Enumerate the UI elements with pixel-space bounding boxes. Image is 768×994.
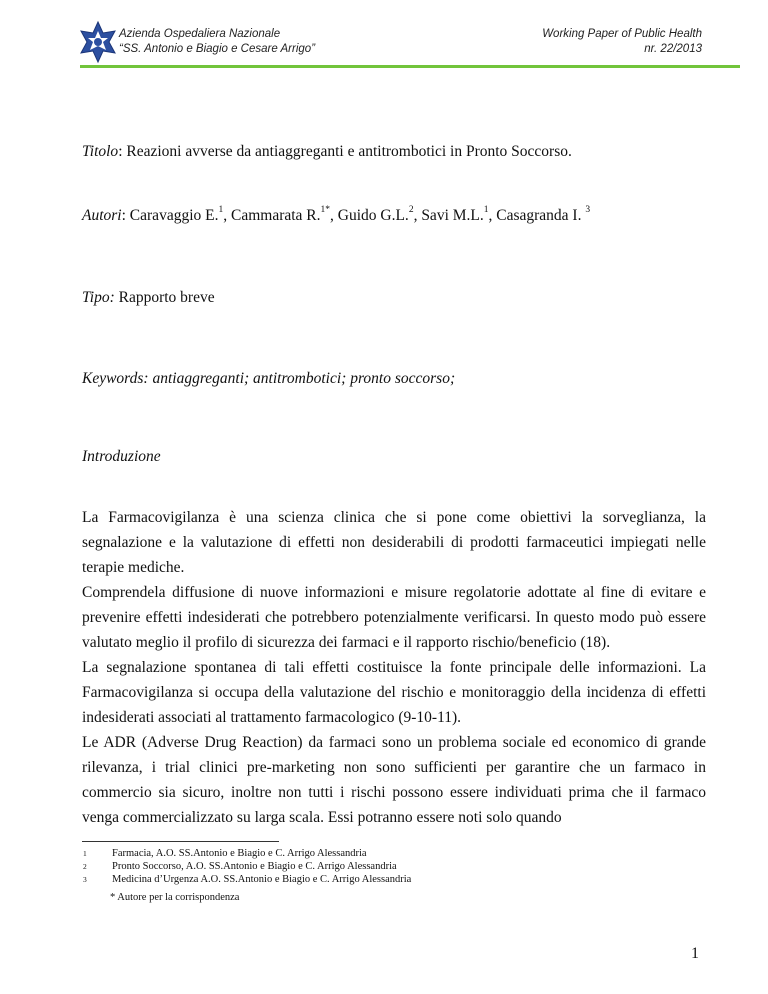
author-5: , Casagranda I. [488,207,582,224]
author-1-affiliation: 1 [218,205,224,215]
series-info [542,27,702,57]
authors-line [82,207,590,225]
correspondence-note: * Autore per la corrispondenza [110,892,240,903]
section-heading-introduzione: Introduzione [82,448,161,465]
footnote-2 [83,860,397,873]
authors-label: Autori [82,207,122,224]
footnote-1 [83,847,367,860]
footnote-divider [82,841,279,842]
author-3: , Guido G.L. [330,207,409,224]
title-text: : Reazioni avverse da antiaggreganti e antitrombotici in Pronto Soccorso. [118,143,572,160]
title-label: Titolo [82,143,119,160]
page-number: 1 [691,945,699,962]
paper-title [82,143,572,161]
footnote-text: Pronto Soccorso, A.O. SS.Antonio e Biagio e C. Arrigo Alessandria [112,861,397,872]
author-2: , Cammarata R. [223,207,321,224]
hospital-logo-icon [78,20,118,64]
organization-name [119,27,315,57]
paragraph: Le ADR (Adverse Drug Reaction) da farmaci sono un problema sociale ed economico di grande rilevanza, i trial clinici pre-marketing non sono sufficienti per garantire che un farmaco in commercio sia sicuro, inoltre non tutti i rischi possono essere individuati prima che il farmaco venga commercializzato su larga scala. Essi potranno essere noti solo quando [82,734,706,826]
author-4-affiliation: 1 [483,205,489,215]
footnote-number: 2 [83,862,87,871]
footnote-3 [83,873,412,886]
header-divider [80,65,740,68]
type-label: Tipo: [82,289,115,306]
paragraph: La Farmacovigilanza è una scienza clinica che si pone come obiettivi la sorveglianza, la segnalazione e la valutazione di effetti non desiderabili di prodotti farmaceutici impiegati nelle terapie mediche. [82,509,706,576]
paragraph: Comprendela diffusione di nuove informazioni e misure regolatorie adottate al fine di evitare e prevenire effetti indesiderati che potrebbero potenzialmente verificarsi. In questo modo può essere valutato meglio il profilo di sicurezza dei farmaci e il rapporto rischio/beneficio (18). [82,584,706,651]
series-number: nr. 22/2013 [644,43,702,55]
series-title: Working Paper of Public Health [542,28,702,40]
paragraph: La segnalazione spontanea di tali effetti costituisce la fonte principale delle informazioni. La Farmacovigilanza si occupa della valutazione del rischio e monitoraggio della incidenza di effetti indesiderati associati al trattamento farmacologico (9-10-11). [82,659,706,726]
paper-type [82,289,215,307]
author-2-affiliation: 1* [320,205,331,215]
type-value: Rapporto breve [114,289,215,306]
author-1: : Caravaggio E. [121,207,219,224]
footnote-number: 1 [83,849,87,858]
keywords: Keywords: antiaggreganti; antitrombotici; pronto soccorso; [82,370,456,387]
footnote-text: Medicina d’Urgenza A.O. SS.Antonio e Biagio e C. Arrigo Alessandria [112,874,412,885]
author-3-affiliation: 2 [408,205,414,215]
footnote-number: 3 [83,875,87,884]
body-text [82,505,706,830]
organization-name-line1: Azienda Ospedaliera Nazionale [119,28,281,40]
author-4: , Savi M.L. [413,207,484,224]
author-5-affiliation: 3 [585,205,591,215]
footnote-text: Farmacia, A.O. SS.Antonio e Biagio e C. Arrigo Alessandria [112,848,367,859]
organization-name-line2: “SS. Antonio e Biagio e Cesare Arrigo” [119,43,316,55]
